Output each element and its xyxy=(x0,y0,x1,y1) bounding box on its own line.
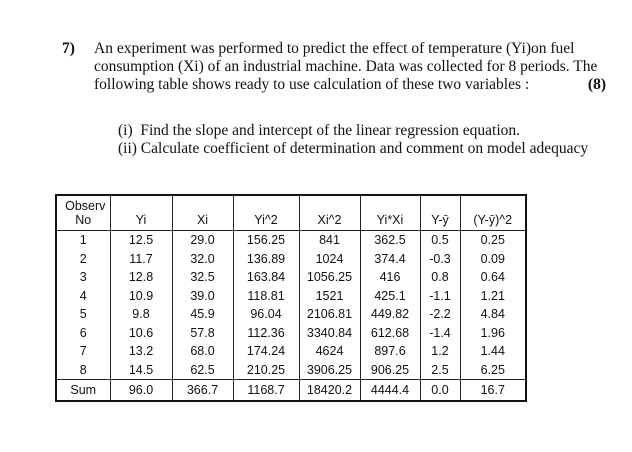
table-cell: 1024 xyxy=(299,250,360,269)
table-row xyxy=(56,231,526,250)
header-xi-squared: Xi^2 xyxy=(299,213,360,231)
table-cell: 1 xyxy=(56,231,110,250)
sum-cell: 96.0 xyxy=(110,380,172,402)
table-cell: 32.0 xyxy=(172,250,233,269)
table-cell: 163.84 xyxy=(233,268,299,287)
header-xi: Xi xyxy=(172,213,233,231)
table-cell: 112.36 xyxy=(233,324,299,343)
table-cell: 156.25 xyxy=(233,231,299,250)
header-no: No xyxy=(56,213,110,231)
subquestions xyxy=(118,122,588,158)
question-text-line: following table shows ready to use calculation of these two variables : xyxy=(94,76,530,93)
sum-cell: 366.7 xyxy=(172,380,233,402)
question-block xyxy=(62,40,622,94)
table-cell: 14.5 xyxy=(110,361,172,380)
table-cell: 1521 xyxy=(299,287,360,306)
sum-cell: 1168.7 xyxy=(233,380,299,402)
table-cell: 374.4 xyxy=(360,250,420,269)
table-row xyxy=(56,287,526,306)
table-cell: 45.9 xyxy=(172,305,233,324)
table-cell: 841 xyxy=(299,231,360,250)
header-yi: Yi xyxy=(110,213,172,231)
table-header-row xyxy=(56,213,526,231)
question-line-1 xyxy=(62,40,622,58)
table-cell: -1.1 xyxy=(420,287,460,306)
header-y-deviation-squared: (Y-ȳ)^2 xyxy=(460,213,526,231)
table-cell: 7 xyxy=(56,342,110,361)
table-row xyxy=(56,268,526,287)
table-header-row-top xyxy=(56,195,526,213)
table-cell: 96.04 xyxy=(233,305,299,324)
table-cell: 6 xyxy=(56,324,110,343)
question-line-3 xyxy=(62,76,622,94)
header-yi-xi: Yi*Xi xyxy=(360,213,420,231)
table-cell: 8 xyxy=(56,361,110,380)
table-cell: 1.44 xyxy=(460,342,526,361)
table-cell: 6.25 xyxy=(460,361,526,380)
table-cell: -0.3 xyxy=(420,250,460,269)
table-cell: 29.0 xyxy=(172,231,233,250)
table-cell: 4624 xyxy=(299,342,360,361)
table-cell: 13.2 xyxy=(110,342,172,361)
regression-data-table xyxy=(55,194,527,402)
table-cell: 57.8 xyxy=(172,324,233,343)
question-text-line: consumption (Xi) of an industrial machine. Data was collected for 8 periods. The xyxy=(94,58,598,75)
table-cell: 2106.81 xyxy=(299,305,360,324)
table-row xyxy=(56,324,526,343)
table-cell: -2.2 xyxy=(420,305,460,324)
table-cell: 1.21 xyxy=(460,287,526,306)
table-cell: 174.24 xyxy=(233,342,299,361)
table-row xyxy=(56,250,526,269)
table-cell: 0.8 xyxy=(420,268,460,287)
marks-label: (8) xyxy=(587,76,606,93)
table-cell: 0.5 xyxy=(420,231,460,250)
header-yi-squared: Yi^2 xyxy=(233,213,299,231)
table-cell: 68.0 xyxy=(172,342,233,361)
table-cell: 118.81 xyxy=(233,287,299,306)
table-cell: -1.4 xyxy=(420,324,460,343)
table-row xyxy=(56,342,526,361)
table-cell: 3340.84 xyxy=(299,324,360,343)
table-cell: 39.0 xyxy=(172,287,233,306)
table-cell: 10.6 xyxy=(110,324,172,343)
table-cell: 210.25 xyxy=(233,361,299,380)
table-row xyxy=(56,305,526,324)
table-cell: 1056.25 xyxy=(299,268,360,287)
table-cell: 3 xyxy=(56,268,110,287)
table-cell: 897.6 xyxy=(360,342,420,361)
table-cell: 612.68 xyxy=(360,324,420,343)
sum-cell: 4444.4 xyxy=(360,380,420,402)
table-cell: 12.8 xyxy=(110,268,172,287)
table-cell: 0.09 xyxy=(460,250,526,269)
table-cell: 0.64 xyxy=(460,268,526,287)
table-cell: 3906.25 xyxy=(299,361,360,380)
table-cell: 9.8 xyxy=(110,305,172,324)
table-cell: 4 xyxy=(56,287,110,306)
table-cell: 10.9 xyxy=(110,287,172,306)
table-cell: 0.25 xyxy=(460,231,526,250)
table-cell: 416 xyxy=(360,268,420,287)
table-cell: 136.89 xyxy=(233,250,299,269)
subquestion-2: (ii) Calculate coefficient of determination and comment on model adequacy xyxy=(118,140,589,157)
sum-cell: 0.0 xyxy=(420,380,460,402)
table-sum-row xyxy=(56,380,526,402)
table-cell: 2.5 xyxy=(420,361,460,380)
table-cell: 906.25 xyxy=(360,361,420,380)
table-cell: 5 xyxy=(56,305,110,324)
table-row xyxy=(56,361,526,380)
table-cell: 2 xyxy=(56,250,110,269)
question-number: 7) xyxy=(62,40,75,57)
sum-cell: 18420.2 xyxy=(299,380,360,402)
table-cell: 362.5 xyxy=(360,231,420,250)
header-y-deviation: Y-ȳ xyxy=(420,213,460,231)
table-cell: 62.5 xyxy=(172,361,233,380)
table-cell: 12.5 xyxy=(110,231,172,250)
table-cell: 32.5 xyxy=(172,268,233,287)
sum-cell: 16.7 xyxy=(460,380,526,402)
question-line-2 xyxy=(62,58,622,76)
question-text-line: An experiment was performed to predict the effect of temperature (Yi)on fuel xyxy=(94,40,575,57)
table-cell: 425.1 xyxy=(360,287,420,306)
subquestion-1: (i) Find the slope and intercept of the linear regression equation. xyxy=(118,122,521,139)
table-cell: 4.84 xyxy=(460,305,526,324)
table-cell: 11.7 xyxy=(110,250,172,269)
table-cell: 1.96 xyxy=(460,324,526,343)
table-cell: 1.2 xyxy=(420,342,460,361)
sum-cell: Sum xyxy=(56,380,110,402)
header-observ: Observ xyxy=(56,195,110,213)
table-cell: 449.82 xyxy=(360,305,420,324)
